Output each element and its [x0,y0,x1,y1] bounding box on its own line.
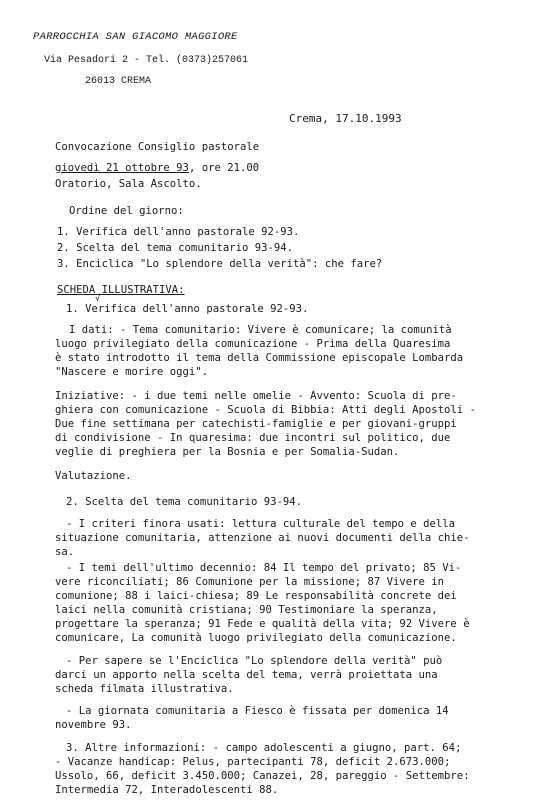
section1-title: 1. Verifica dell'anno pastorale 92-93. [66,303,309,315]
meeting-date: giovedì 21 ottobre 93 [55,162,189,174]
giornata-line: novembre 93. [55,719,132,731]
iniziative-line: veglie di preghiera per la Bosnia e per Somalia-Sudan. [55,446,400,458]
dati-line: è stato introdotto il tema della Commissione episcopale Lombarda [55,352,464,364]
convocation-title: Convocazione Consiglio pastorale [55,141,260,153]
iniziative-line: ghiera con comunicazione - Scuola di Bibbia: Atti degli Apostoli - [55,404,476,416]
altre-line: Intermedia 72, Interadolescenti 88. [55,784,279,796]
iniziative-line: Iniziative: - i due temi nelle omelie - Avvento: Scuola di pre- [55,390,457,402]
agenda-item: 1. Verifica dell'anno pastorale 92-93. [57,226,300,238]
agenda-item: 2. Scelta del tema comunitario 93-94. [57,242,293,254]
dati-line: luogo privilegiato della comunicazione - Prima della Quaresima [55,338,451,350]
parish-name: PARROCCHIA SAN GIACOMO MAGGIORE [33,31,238,43]
section2-title: 2. Scelta del tema comunitario 93-94. [66,496,302,508]
temi-line: comunione; 88 i laici-chiesa; 89 Le responsabilità concrete dei [55,590,457,602]
criteri-line: sa. [55,546,75,558]
criteri-line: situazione comunitaria, attenzione ai nuovi documenti della chie- [55,532,470,544]
temi-line: - I temi dell'ultimo decennio: 84 Il tempo del privato; 85 Vi- [66,562,462,574]
handwritten-checkmark: √ [95,294,101,304]
altre-line: - Vacanze handicap: Pelus, partecipanti 78, deficit 2.673.000; [55,756,451,768]
dati-line: "Nascere e morire oggi". [55,366,209,378]
parish-address: Via Pesadori 2 - Tel. (0373)257061 [44,55,249,66]
enciclica-line: scheda filmata illustrativa. [55,683,234,695]
meeting-place: Oratorio, Sala Ascolto. [55,178,202,190]
altre-line: 3. Altre informazioni: - campo adolescenti a giugno, part. 64; [66,742,462,754]
criteri-line: - I criteri finora usati: lettura culturale del tempo e della [66,518,456,530]
enciclica-line: - Per sapere se l'Enciclica "Lo splendore della verità" può [66,655,443,667]
temi-line: comunicare, La comunità luogo privilegiato della comunicazione. [55,632,457,644]
dati-line: I dati: - Tema comunitario: Vivere è comunicare; la comunità [69,324,452,336]
agenda-heading: Ordine del giorno: [69,205,184,217]
temi-line: laici nella comunità cristiana; 90 Testimoniare la speranza, [55,604,438,616]
convocation-when [55,162,259,175]
valutazione: Valutazione. [55,470,132,482]
iniziative-line: Due fine settimana per catechisti-famiglie e per giovani-gruppi [55,418,457,430]
meeting-time: , ore 21.00 [188,162,260,174]
giornata-line: - La giornata comunitaria a Fiesco è fissata per domenica 14 [66,705,449,717]
temi-line: progettare la speranza; 91 Fede e qualità della vita; 92 Vivere è [55,618,470,630]
enciclica-line: darci un apporto nella scelta del tema, verrà proiettata una [55,669,438,681]
altre-line: Ussolo, 66, deficit 3.450.000; Canazei, 28, pareggio - Settembre: [55,770,470,782]
temi-line: vere riconciliati; 86 Comunione per la missione; 87 Vivere in [55,576,445,588]
parish-city: 26013 CREMA [85,76,152,87]
letter-date: Crema, 17.10.1993 [289,112,402,125]
agenda-item: 3. Enciclica "Lo splendore della verità": che fare? [57,258,383,270]
scheda-heading: SCHEDA ILLUSTRATIVA: [57,284,185,296]
iniziative-line: di condivisione - In quaresima: due incontri sul politico, due [55,432,451,444]
